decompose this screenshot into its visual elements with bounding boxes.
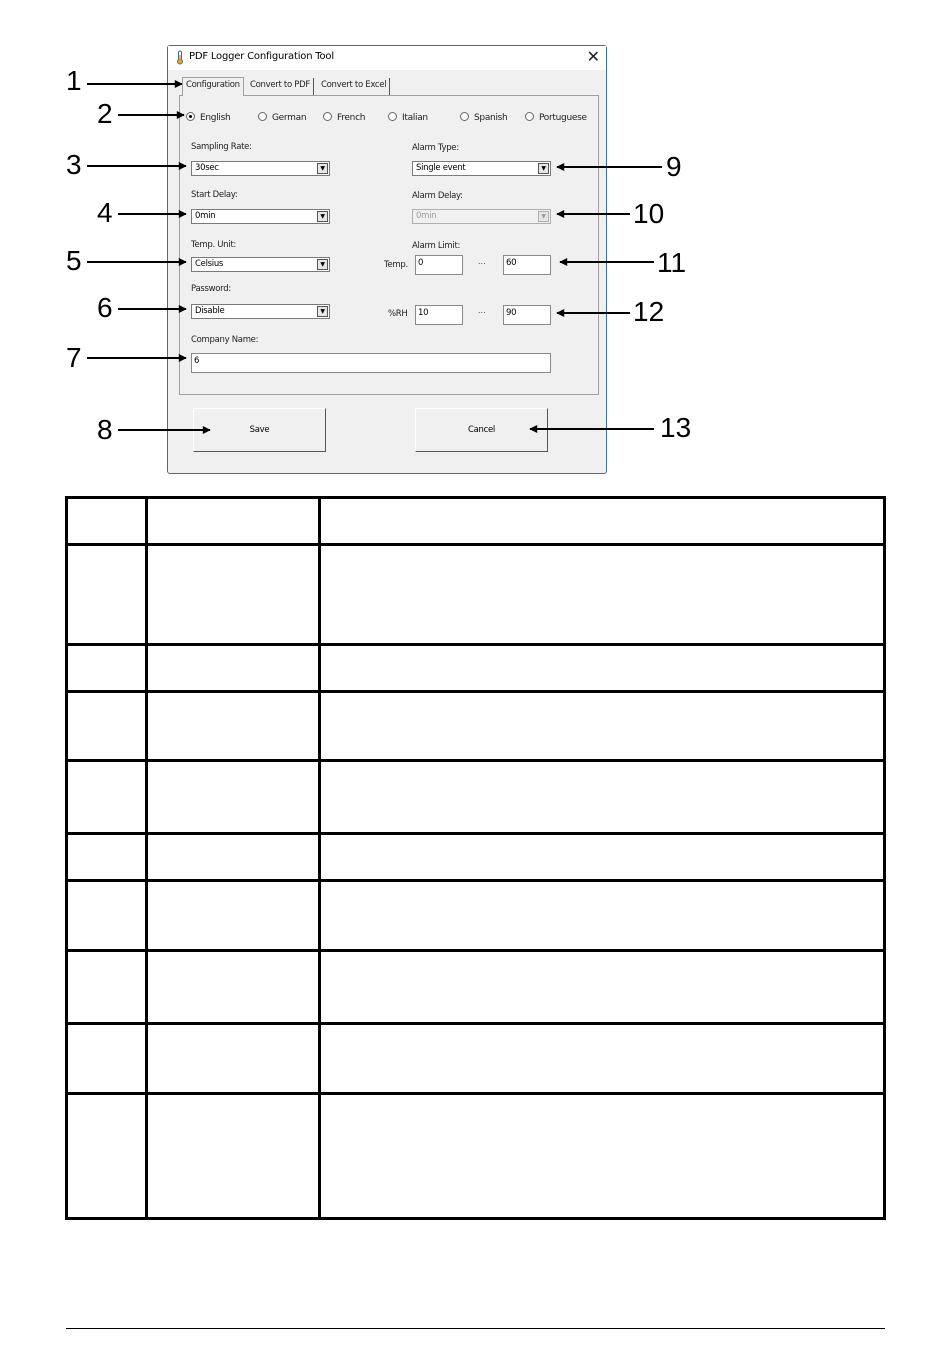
callout-number-11: 11 <box>657 247 687 278</box>
table-cell <box>67 498 147 545</box>
description-table <box>65 496 886 1220</box>
temp-unit-label: Temp. Unit: <box>191 240 236 250</box>
callout-number-8: 8 <box>97 414 113 445</box>
radio-italian[interactable]: Italian <box>388 112 428 123</box>
company-name-label: Company Name: <box>191 335 259 345</box>
radio-french[interactable]: French <box>323 112 365 123</box>
table-row <box>67 834 885 881</box>
range-separator: ... <box>478 257 486 266</box>
radio-english[interactable]: English <box>186 112 230 123</box>
close-icon[interactable]: ✕ <box>586 47 600 66</box>
radio-spanish[interactable]: Spanish <box>460 112 507 123</box>
table-cell <box>320 545 885 645</box>
table-cell <box>320 881 885 951</box>
footer-rule <box>66 1328 885 1329</box>
table-cell <box>320 951 885 1024</box>
temp-unit-value: Celsius <box>195 259 224 269</box>
radio-portuguese[interactable]: Portuguese <box>525 112 587 123</box>
table-cell <box>320 834 885 881</box>
start-delay-label: Start Delay: <box>191 190 238 200</box>
table-cell <box>147 761 320 834</box>
alarm-delay-value: 0min <box>416 211 437 221</box>
start-delay-value: 0min <box>195 211 216 221</box>
table-cell <box>147 951 320 1024</box>
chevron-down-icon[interactable]: ▼ <box>317 211 328 222</box>
rh-low-input[interactable]: 10 <box>415 305 463 325</box>
alarm-delay-label: Alarm Delay: <box>412 191 463 201</box>
rh-limit-label: %RH <box>388 309 408 319</box>
callout-number-6: 6 <box>97 292 113 323</box>
cancel-button[interactable]: Cancel <box>415 408 548 452</box>
callout-arrows <box>0 0 950 500</box>
table-cell <box>320 761 885 834</box>
company-name-input[interactable]: 6 <box>191 353 551 373</box>
range-separator: ... <box>478 306 486 315</box>
callout-number-13: 13 <box>660 412 692 443</box>
tab-convert-to-pdf[interactable]: Convert to PDF <box>247 78 314 95</box>
table-row <box>67 545 885 645</box>
table-cell <box>67 645 147 692</box>
callout-number-12: 12 <box>633 296 665 327</box>
window-title: PDF Logger Configuration Tool <box>189 51 334 62</box>
table-cell <box>147 1024 320 1094</box>
callout-number-1: 1 <box>66 65 82 96</box>
radio-german[interactable]: German <box>258 112 306 123</box>
table-row <box>67 1094 885 1219</box>
table-row <box>67 761 885 834</box>
table-cell <box>67 545 147 645</box>
temp-limit-label: Temp. <box>384 260 408 270</box>
sampling-rate-label: Sampling Rate: <box>191 142 252 152</box>
chevron-down-icon[interactable]: ▼ <box>538 163 549 174</box>
callout-number-4: 4 <box>97 197 113 228</box>
table-cell <box>147 834 320 881</box>
password-value: Disable <box>195 306 225 316</box>
callout-number-9: 9 <box>666 151 682 182</box>
table-cell <box>320 692 885 761</box>
password-label: Password: <box>191 284 231 294</box>
callout-number-7: 7 <box>66 342 82 373</box>
table-cell <box>147 692 320 761</box>
save-button[interactable]: Save <box>193 408 326 452</box>
table-cell <box>67 881 147 951</box>
table-cell <box>67 1094 147 1219</box>
table-cell <box>67 761 147 834</box>
table-cell <box>320 498 885 545</box>
table-cell <box>147 645 320 692</box>
table-cell <box>320 645 885 692</box>
table-cell <box>147 881 320 951</box>
alarm-limit-label: Alarm Limit: <box>412 241 461 251</box>
chevron-down-icon: ▼ <box>538 211 549 222</box>
chevron-down-icon[interactable]: ▼ <box>317 306 328 317</box>
table-cell <box>67 834 147 881</box>
table-cell <box>320 1024 885 1094</box>
table-cell <box>67 1024 147 1094</box>
table-cell <box>320 1094 885 1219</box>
table-row <box>67 881 885 951</box>
table-row <box>67 645 885 692</box>
temp-low-input[interactable]: 0 <box>415 255 463 275</box>
chevron-down-icon[interactable]: ▼ <box>317 259 328 270</box>
table-header-row <box>67 498 885 545</box>
alarm-type-label: Alarm Type: <box>412 143 459 153</box>
table-row <box>67 692 885 761</box>
table-cell <box>67 951 147 1024</box>
callout-number-3: 3 <box>66 149 82 180</box>
callout-number-2: 2 <box>97 98 113 129</box>
table-cell <box>147 545 320 645</box>
callout-number-5: 5 <box>66 245 82 276</box>
table-cell <box>67 692 147 761</box>
table-row <box>67 951 885 1024</box>
callout-number-10: 10 <box>633 198 665 229</box>
table-row <box>67 1024 885 1094</box>
table-cell <box>147 498 320 545</box>
rh-high-input[interactable]: 90 <box>503 305 551 325</box>
table-cell <box>147 1094 320 1219</box>
sampling-rate-value: 30sec <box>195 163 219 173</box>
chevron-down-icon[interactable]: ▼ <box>317 163 328 174</box>
tab-configuration[interactable]: Configuration <box>182 77 244 96</box>
alarm-type-value: Single event <box>416 163 466 173</box>
tab-convert-to-excel[interactable]: Convert to Excel <box>318 78 390 95</box>
temp-high-input[interactable]: 60 <box>503 255 551 275</box>
